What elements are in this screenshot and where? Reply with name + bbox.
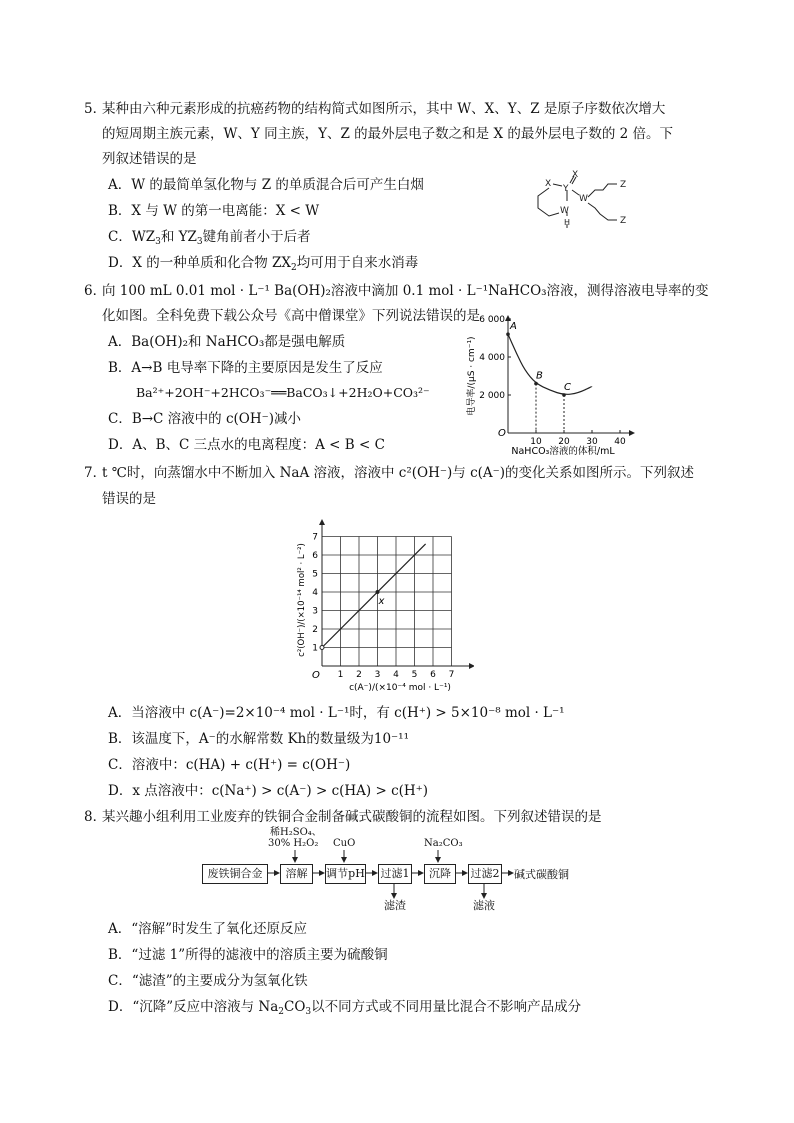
q5-stem-line1: 某种由六种元素形成的抗癌药物的结构简式如图所示，其中 W、X、Y、Z 是原子序数依次增大 (102, 101, 666, 117)
q6-option-c: C．B→C 溶液中的 c(OH⁻)减小 (108, 411, 302, 427)
q8-option-c: C．“滤渣”的主要成分为氢氧化铁 (108, 973, 308, 989)
q6-stem-line1: 向 100 mL 0.01 mol · L⁻¹ Ba(OH)₂溶液中滴加 0.1 mol · L⁻¹NaHCO₃溶液，测得溶液电导率的变 (102, 283, 709, 299)
q6-option-a: A．Ba(OH)₂和 NaHCO₃都是强电解质 (108, 334, 346, 350)
q6-option-b: B．A→B 电导率下降的主要原因是发生了反应 (108, 360, 383, 376)
conductivity-chart (460, 312, 636, 460)
chart1-point-label: A (510, 321, 517, 333)
chart2-point-label: x (378, 596, 385, 607)
chart2-origin: O (312, 670, 320, 681)
q8-stem-line1: 某兴趣小组利用工业废弃的铁铜合金制备碱式碳酸铜的流程如图。下列叙述错误的是 (102, 809, 602, 825)
flow-reagent2: CuO (333, 838, 356, 849)
q5-option-d: D．X 的一种单质和化合物 $ZX_2$均可用于自来水消毒 (108, 255, 419, 273)
chart1-point-label: B (536, 370, 543, 382)
chart2-series-line (322, 544, 426, 648)
chart2-y-tick-label: 1 (312, 643, 318, 654)
chart2-y-tick-label: 5 (312, 569, 318, 580)
chart2-y-label: c²(OH⁻)/(×10⁻¹⁴ mol² · L⁻²) (297, 543, 307, 657)
chart1-x-tick-label: 40 (614, 437, 626, 447)
chart1-origin: O (498, 428, 506, 439)
q7-option-a: A．当溶液中 c(A⁻)=2×10⁻⁴ mol · L⁻¹时，有 c(H⁺) > 5×10⁻⁸ mol · L⁻¹ (108, 705, 565, 721)
q6-stem-line2: 化如图。全科免费下载公众号《高中僧课堂》下列说法错误的是 (102, 308, 480, 324)
chart2-x-label: c(A⁻)/(×10⁻⁴ mol · L⁻¹) (349, 683, 451, 693)
flow-step-alloy: 废铁铜合金 (202, 864, 268, 884)
chart1-x-tick-label: 20 (558, 437, 570, 447)
chart1-point (534, 382, 538, 386)
q5-structure-diagram (530, 168, 640, 236)
q5-struct-x-top: X (572, 170, 579, 180)
chart1-y-tick-label: 4 000 (479, 353, 505, 363)
chart1-point (562, 393, 566, 397)
chart1-y-tick-label: 2 000 (479, 391, 505, 401)
chart2-x-tick-label: 6 (430, 670, 436, 680)
chart2-start-point (320, 646, 324, 650)
q7-number: 7． (84, 465, 107, 481)
flow-reagent3: Na₂CO₃ (424, 838, 463, 849)
flow-output-filtrate: 滤液 (473, 899, 495, 912)
chart2-x-tick-label: 1 (337, 670, 344, 680)
chart2-x-tick-label: 3 (374, 670, 381, 680)
chart1-x-tick-label: 10 (530, 437, 542, 447)
chart1-point (506, 332, 510, 336)
chart1-series-line (508, 334, 592, 394)
q5-struct-w2: W (560, 206, 569, 216)
q7-stem-line2: 错误的是 (102, 491, 156, 507)
q7-option-c: C．溶液中：c(HA) + c(H⁺) = c(OH⁻) (108, 757, 351, 773)
chart1-point-label: C (564, 382, 571, 393)
q5-struct-h: H (564, 218, 571, 227)
q8-number: 8． (84, 809, 107, 825)
q5-struct-z2: Z (620, 216, 627, 226)
q5-number: 5． (84, 101, 107, 117)
flow-product: 碱式碳酸铜 (514, 868, 569, 881)
q5-option-c: C．$WZ_3$和 $YZ_3$键角前者小于后者 (108, 229, 311, 247)
chart2-y-tick-label: 6 (312, 551, 318, 561)
flow-step-filter2: 过滤2 (468, 864, 502, 884)
q8-option-a: A．“溶解”时发生了氧化还原反应 (108, 921, 308, 937)
q6-equation: Ba²⁺+2OH⁻+2HCO₃⁻══BaCO₃↓+2H₂O+CO₃²⁻ (136, 385, 430, 400)
q7-option-d: D．x 点溶液中：c(Na⁺) > c(A⁻) > c(HA) > c(H⁺) (108, 783, 429, 799)
chart1-x-tick-label: 30 (586, 437, 598, 447)
flow-step-settle: 沉降 (424, 864, 456, 884)
flow-reagent1-line1: 稀H₂SO₄、 (270, 827, 322, 838)
chart2-y-tick-label: 4 (312, 588, 318, 598)
chart2-y-tick-label: 3 (312, 606, 318, 617)
chart2-x-tick-label: 2 (356, 670, 362, 680)
q8-option-b: B．“过滤 1”所得的滤液中的溶质主要为硫酸铜 (108, 947, 388, 963)
q7-option-b: B．该温度下，A⁻的水解常数 Kh的数量级为10⁻¹¹ (108, 731, 409, 747)
flow-step-dissolve: 溶解 (280, 864, 313, 884)
chart2-y-tick-label: 2 (312, 625, 318, 635)
flow-step-adjust-ph: 调节pH (325, 864, 366, 884)
chart1-y-label: 电导率/(μS · cm⁻¹) (467, 336, 477, 416)
flow-output-residue: 滤渣 (384, 899, 406, 912)
q5-struct-y: Y (563, 184, 569, 194)
chart1-x-label: NaHCO₃溶液的体积/mL (511, 446, 615, 457)
chart2-x-tick-label: 4 (393, 670, 399, 680)
q5-struct-x-ring: X (545, 179, 552, 189)
q5-struct-w1: W (579, 194, 588, 204)
q6-option-d: D．A、B、C 三点水的电离程度：A < B < C (108, 437, 385, 453)
q7-stem-line1: t ℃时，向蒸馏水中不断加入 NaA 溶液，溶液中 c²(OH⁻)与 c(A⁻)的变化关系如图所示。下列叙述 (102, 465, 695, 481)
q5-option-b: B．X 与 W 的第一电离能：X < W (108, 203, 320, 219)
chart2-x-tick-label: 7 (448, 670, 455, 680)
q5-option-a: A．W 的最简单氢化物与 Z 的单质混合后可产生白烟 (108, 177, 424, 193)
q5-stem-line3: 列叙述错误的是 (102, 151, 197, 167)
c2-oh-vs-ca-chart (294, 518, 474, 696)
q5-struct-z1: Z (620, 180, 627, 190)
q5-stem-line2: 的短周期主族元素，W、Y 同主族，Y、Z 的最外层电子数之和是 X 的最外层电子数的 2 倍。下 (102, 126, 674, 142)
flow-reagent1-line2: 30% H₂O₂ (268, 838, 319, 849)
q8-option-d: D．“沉降”反应中溶液与 $Na_2CO_3$以不同方式或不同用量比混合不影响产品成分 (108, 999, 582, 1017)
flow-step-filter1: 过滤1 (378, 864, 412, 884)
chart2-y-tick-label: 7 (312, 532, 318, 543)
chart1-y-tick-label: 6 000 (479, 315, 505, 325)
chart2-x-tick-label: 5 (411, 670, 418, 680)
chart2-point (376, 590, 380, 594)
q6-number: 6． (84, 283, 107, 299)
